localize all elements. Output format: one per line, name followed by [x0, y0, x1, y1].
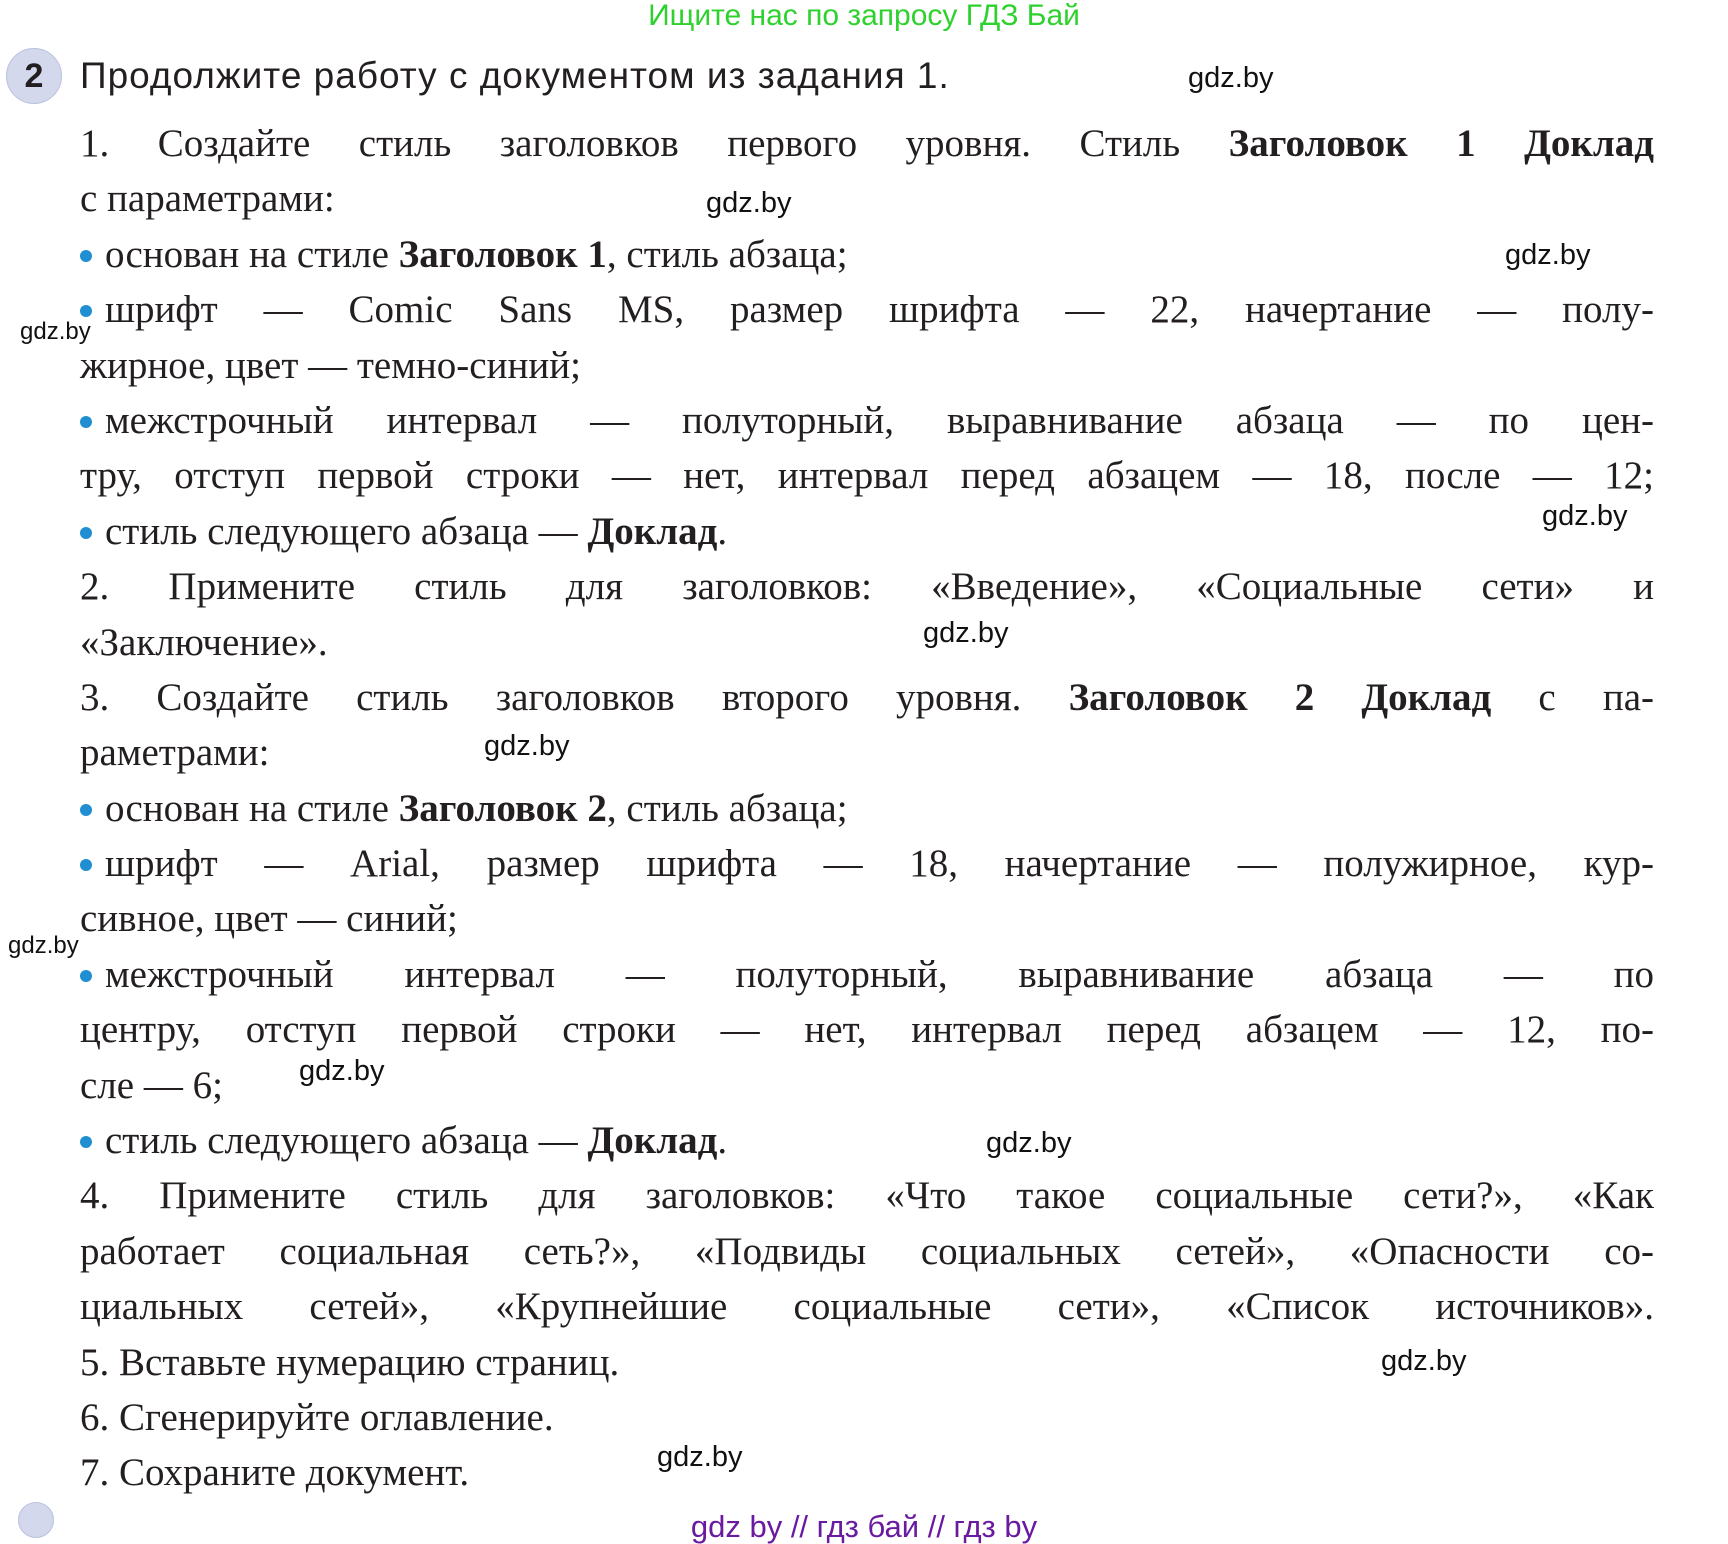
text-segment: тру, отступ первой строки — нет, интервал перед абзацем — 18, после — 12;	[80, 454, 1654, 498]
text-segment: межстрочный интервал — полуторный, выравнивание абзаца — по	[105, 952, 1654, 996]
watermark: gdz.by	[1542, 500, 1628, 532]
text-line	[80, 725, 1654, 780]
task-number-badge: 2	[6, 48, 62, 104]
text-segment: 6. Сгенерируйте оглавление.	[80, 1395, 554, 1439]
bullet-line	[80, 947, 1654, 1002]
text-segment: 7. Сохраните документ.	[80, 1451, 470, 1495]
text-segment: 1. Создайте стиль заголовков первого уровня. Стиль	[80, 122, 1229, 165]
text-segment: основан на стиле	[105, 786, 399, 830]
text-line	[80, 1224, 1654, 1279]
text-line	[80, 338, 1654, 393]
text-segment: шрифт — Comic Sans MS, размер шрифта — 22, начертание — полу-	[105, 288, 1654, 332]
text-segment: «Заключение».	[80, 620, 328, 664]
text-segment: .	[717, 509, 728, 553]
task-instructions	[80, 116, 1654, 1501]
text-segment: стиль следующего абзаца —	[105, 1119, 588, 1163]
text-segment: работает социальная сеть?», «Подвиды социальных сетей», «Опасности со-	[80, 1229, 1654, 1273]
bullet-line	[80, 1113, 1654, 1168]
text-line	[80, 1390, 1654, 1445]
task-title: Продолжите работу с документом из задания 1.	[80, 55, 950, 96]
text-line	[80, 891, 1654, 946]
watermark: gdz.by	[923, 617, 1009, 649]
watermark: gdz.by	[20, 318, 91, 345]
bullet-dot-icon	[80, 416, 92, 428]
text-segment: шрифт — Arial, размер шрифта — 18, начертание — полужирное, кур-	[105, 842, 1654, 886]
bullet-line	[80, 393, 1654, 448]
watermark: gdz.by	[657, 1441, 743, 1473]
footer-links: gdz by // гдз бай // гдз by	[690, 1509, 1038, 1544]
watermark: gdz.by	[1381, 1345, 1467, 1377]
bullet-line	[80, 836, 1654, 891]
text-line	[80, 670, 1654, 725]
text-segment: стиль следующего абзаца —	[105, 509, 588, 553]
bullet-dot-icon	[80, 970, 92, 982]
watermark: gdz.by	[484, 730, 570, 762]
bullet-line	[80, 504, 1654, 559]
text-line	[80, 1168, 1654, 1223]
text-segment: межстрочный интервал — полуторный, выравнивание абзаца — по цен-	[105, 398, 1654, 442]
text-segment: 4. Примените стиль для заголовков: «Что такое социальные сети?», «Как	[80, 1174, 1654, 1218]
watermark: gdz.by	[986, 1127, 1072, 1159]
bold-term: Заголовок 2 Доклад	[1068, 675, 1492, 719]
text-segment: жирное, цвет — темно-синий;	[80, 343, 581, 387]
text-segment: 3. Создайте стиль заголовков второго уровня.	[80, 675, 1069, 719]
bold-term: Доклад	[587, 1119, 718, 1163]
bullet-line	[80, 227, 1654, 282]
text-line	[80, 1279, 1654, 1334]
text-segment: .	[717, 1119, 728, 1163]
bullet-dot-icon	[80, 527, 92, 539]
watermark: gdz.by	[1188, 62, 1274, 94]
watermark: gdz.by	[8, 932, 79, 959]
bold-term: Заголовок 1	[398, 232, 607, 276]
bullet-line	[80, 781, 1654, 836]
bold-term: Заголовок 2	[398, 786, 607, 830]
text-line	[80, 1002, 1654, 1057]
bullet-dot-icon	[80, 1136, 92, 1148]
watermark: gdz.by	[706, 187, 792, 219]
text-segment: с параметрами:	[80, 177, 335, 221]
bullet-dot-icon	[80, 804, 92, 816]
text-segment: с па-	[1491, 675, 1654, 719]
watermark: gdz.by	[299, 1055, 385, 1087]
text-line	[80, 171, 1654, 226]
bullet-dot-icon	[80, 859, 92, 871]
bold-term: Заголовок 1 Доклад	[1228, 122, 1654, 165]
bullet-dot-icon	[80, 250, 92, 262]
text-line	[80, 1445, 1654, 1500]
text-segment: 5. Вставьте нумерацию страниц.	[80, 1340, 620, 1384]
bullet-line	[80, 282, 1654, 337]
text-segment: циальных сетей», «Крупнейшие социальные сети», «Список источников».	[80, 1285, 1654, 1329]
text-segment: основан на стиле	[105, 232, 399, 276]
text-segment: сивное, цвет — синий;	[80, 897, 458, 941]
text-segment: , стиль абзаца;	[606, 232, 848, 276]
bold-term: Доклад	[587, 509, 718, 553]
text-segment: центру, отступ первой строки — нет, интервал перед абзацем — 12, по-	[80, 1008, 1654, 1052]
text-segment: раметрами:	[80, 731, 270, 775]
text-line	[80, 448, 1654, 503]
search-banner: Ищите нас по запросу ГДЗ Бай	[648, 0, 1080, 32]
text-line	[80, 559, 1654, 614]
text-line	[80, 116, 1654, 171]
text-line	[80, 615, 1654, 670]
text-segment: 2. Примените стиль для заголовков: «Введение», «Социальные сети» и	[80, 565, 1654, 609]
text-segment: , стиль абзаца;	[606, 786, 848, 830]
watermark: gdz.by	[1505, 239, 1591, 271]
text-segment: сле — 6;	[80, 1063, 223, 1107]
